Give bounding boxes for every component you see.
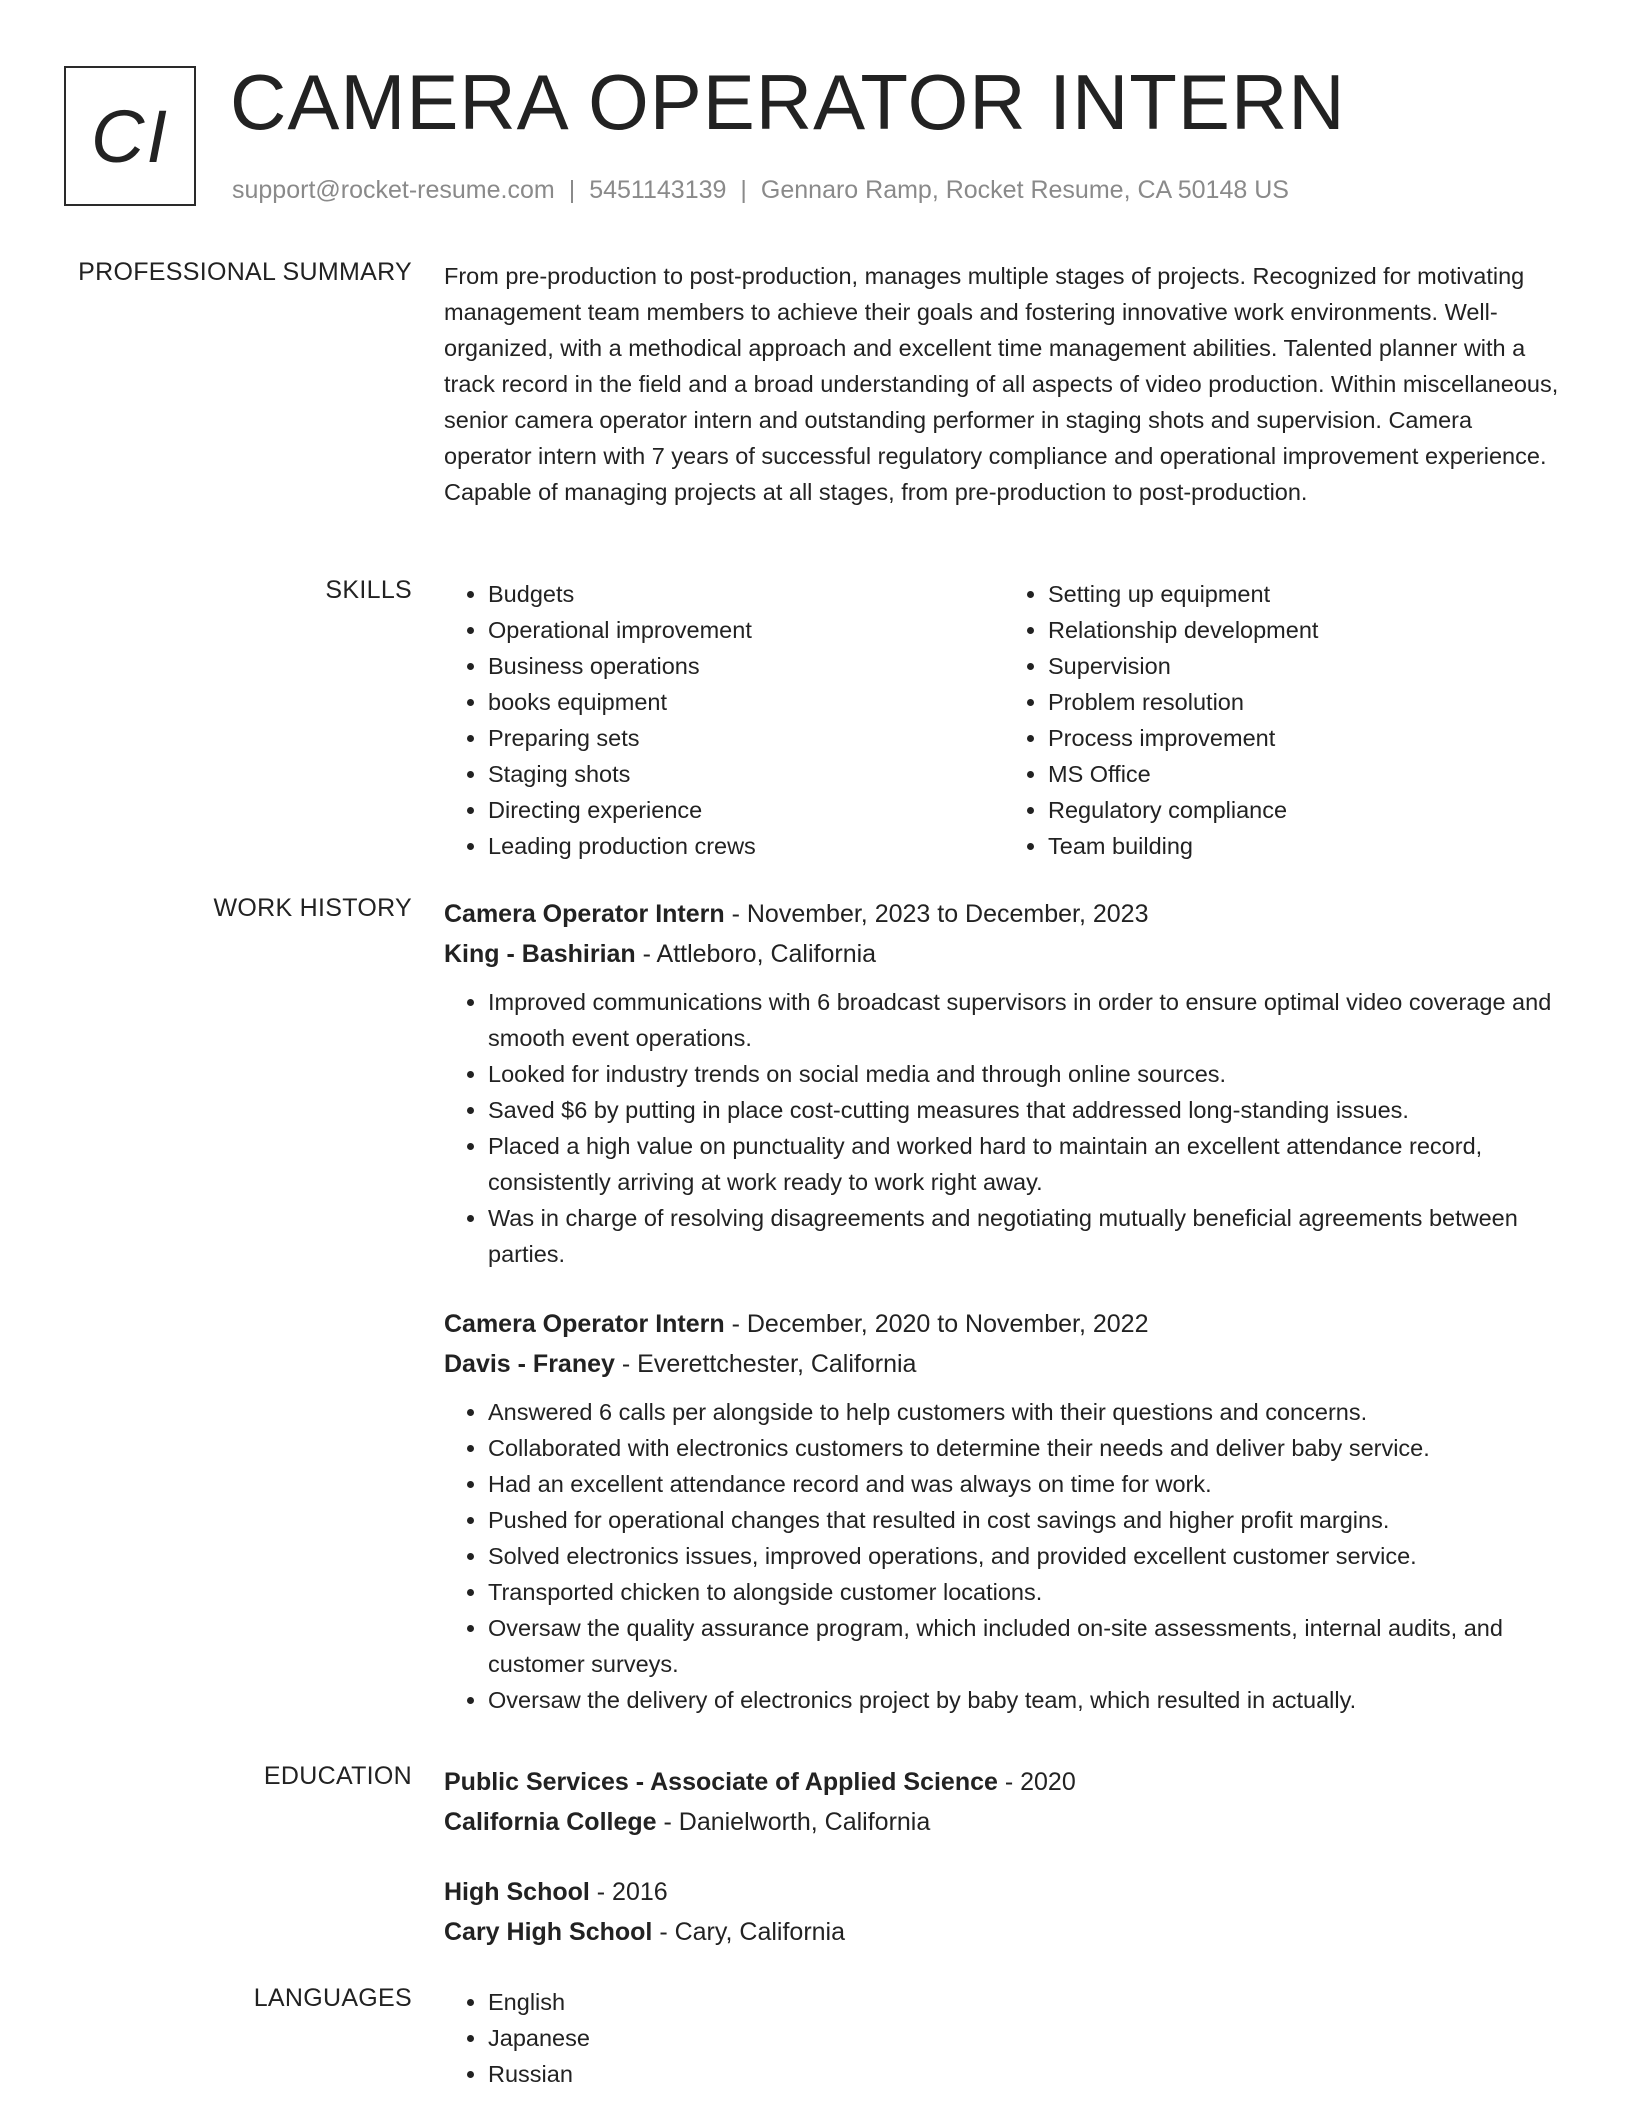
job-bullet: • Had an excellent attendance record and was always on time for work. bbox=[488, 1466, 1564, 1502]
summary-content bbox=[444, 258, 1564, 510]
education-degree: High School bbox=[444, 1878, 590, 1906]
contact-line bbox=[232, 176, 1289, 205]
job-bullet: • Oversaw the delivery of electronics project by baby team, which resulted in actually. bbox=[488, 1682, 1564, 1718]
job-bullet: • Collaborated with electronics customers to determine their needs and deliver baby service. bbox=[488, 1430, 1564, 1466]
job-bullet: • Placed a high value on punctuality and worked hard to maintain an excellent attendance record, consistently arriving at work ready to work right away. bbox=[488, 1128, 1564, 1200]
education-degree-line bbox=[444, 1872, 1564, 1912]
skills-list-left bbox=[444, 576, 1004, 864]
skill-item: • books equipment bbox=[488, 684, 1004, 720]
contact-phone: 5451143139 bbox=[589, 176, 727, 204]
job-title-line bbox=[444, 894, 1564, 934]
contact-separator: | bbox=[568, 176, 576, 204]
skill-item: • Process improvement bbox=[1048, 720, 1564, 756]
job-location: - Attleboro, California bbox=[635, 940, 877, 968]
education-content bbox=[444, 1762, 1564, 1952]
skill-item: • Team building bbox=[1048, 828, 1564, 864]
education-school: Cary High School bbox=[444, 1918, 653, 1946]
job-title: Camera Operator Intern bbox=[444, 1310, 725, 1338]
contact-separator: | bbox=[740, 176, 747, 204]
education-location: - Danielworth, California bbox=[656, 1808, 931, 1836]
education-year: - 2016 bbox=[589, 1878, 668, 1906]
languages-list bbox=[444, 1984, 1564, 2092]
monogram-text: CI bbox=[91, 94, 169, 178]
job-entry bbox=[444, 1304, 1564, 1718]
job-dates: - November, 2023 to December, 2023 bbox=[724, 900, 1149, 928]
job-bullet: • Oversaw the quality assurance program, which included on-site assessments, internal audits, and customer surveys. bbox=[488, 1610, 1564, 1682]
education-school: California College bbox=[444, 1808, 657, 1836]
summary-text: From pre-production to post-production, manages multiple stages of projects. Recognized for motivating management team members to achieve their goals and fostering innovative work environments. Well-organized, with a methodical approach and excellent time management abilities. Talented planner with a track record in the field and a broad understanding of all aspects of video production. Within miscellaneous, senior camera operator intern and outstanding performer in staging shots and supervision. Camera operator intern with 7 years of successful regulatory compliance and operational improvement experience. Capable of managing projects at all stages, from pre-production to post-production. bbox=[444, 263, 1559, 505]
skill-item: • Setting up equipment bbox=[1048, 576, 1564, 612]
candidate-name: CAMERA OPERATOR INTERN bbox=[230, 58, 1346, 146]
job-title-line bbox=[444, 1304, 1564, 1344]
skill-item: • Directing experience bbox=[488, 792, 1004, 828]
job-bullet: • Answered 6 calls per alongside to help customers with their questions and concerns. bbox=[488, 1394, 1564, 1430]
job-bullet: • Transported chicken to alongside customer locations. bbox=[488, 1574, 1564, 1610]
language-item: • Japanese bbox=[488, 2020, 1564, 2056]
monogram-badge bbox=[64, 66, 196, 206]
section-label: EDUCATION bbox=[263, 1762, 412, 1790]
skill-item: • Budgets bbox=[488, 576, 1004, 612]
language-item: • English bbox=[488, 1984, 1564, 2020]
section-label: LANGUAGES bbox=[253, 1984, 412, 2012]
job-location: - Everettchester, California bbox=[614, 1350, 917, 1378]
skills-content bbox=[444, 576, 1564, 864]
education-entry bbox=[444, 1872, 1564, 1952]
job-bullet: • Improved communications with 6 broadcast supervisors in order to ensure optimal video coverage and smooth event operations. bbox=[488, 984, 1564, 1056]
job-entry bbox=[444, 894, 1564, 1272]
skill-item: • Staging shots bbox=[488, 756, 1004, 792]
section-label: WORK HISTORY bbox=[213, 894, 412, 922]
skill-item: • MS Office bbox=[1048, 756, 1564, 792]
job-company-line bbox=[444, 934, 1564, 974]
job-dates: - December, 2020 to November, 2022 bbox=[724, 1310, 1149, 1338]
education-school-line bbox=[444, 1802, 1564, 1842]
skill-item: • Relationship development bbox=[1048, 612, 1564, 648]
job-title: Camera Operator Intern bbox=[444, 900, 725, 928]
language-item: • Russian bbox=[488, 2056, 1564, 2092]
job-company: King - Bashirian bbox=[444, 940, 636, 968]
job-bullet: • Solved electronics issues, improved operations, and provided excellent customer service. bbox=[488, 1538, 1564, 1574]
contact-address: Gennaro Ramp, Rocket Resume, CA 50148 US bbox=[760, 176, 1289, 204]
job-bullet: • Pushed for operational changes that resulted in cost savings and higher profit margins. bbox=[488, 1502, 1564, 1538]
contact-email: support@rocket-resume.com bbox=[232, 176, 555, 204]
education-degree: Public Services - Associate of Applied Science bbox=[444, 1768, 998, 1796]
job-bullet: • Saved $6 by putting in place cost-cutting measures that addressed long-standing issues. bbox=[488, 1092, 1564, 1128]
education-entry bbox=[444, 1762, 1564, 1842]
skill-item: • Leading production crews bbox=[488, 828, 1004, 864]
education-location: - Cary, California bbox=[652, 1918, 846, 1946]
section-label: PROFESSIONAL SUMMARY bbox=[78, 258, 412, 286]
skills-list-right bbox=[1004, 576, 1564, 864]
skill-item: • Supervision bbox=[1048, 648, 1564, 684]
skill-item: • Business operations bbox=[488, 648, 1004, 684]
job-company-line bbox=[444, 1344, 1564, 1384]
education-degree-line bbox=[444, 1762, 1564, 1802]
job-bullets bbox=[444, 1394, 1564, 1718]
job-company: Davis - Franey bbox=[444, 1350, 615, 1378]
work-history-content bbox=[444, 894, 1564, 1718]
skill-item: • Problem resolution bbox=[1048, 684, 1564, 720]
skill-item: • Operational improvement bbox=[488, 612, 1004, 648]
education-school-line bbox=[444, 1912, 1564, 1952]
section-label: SKILLS bbox=[325, 576, 412, 604]
languages-content bbox=[444, 1984, 1564, 2092]
job-bullet: • Looked for industry trends on social media and through online sources. bbox=[488, 1056, 1564, 1092]
education-year: - 2020 bbox=[997, 1768, 1076, 1796]
job-bullets bbox=[444, 984, 1564, 1272]
job-bullet: • Was in charge of resolving disagreements and negotiating mutually beneficial agreements between parties. bbox=[488, 1200, 1564, 1272]
skill-item: • Regulatory compliance bbox=[1048, 792, 1564, 828]
skill-item: • Preparing sets bbox=[488, 720, 1004, 756]
